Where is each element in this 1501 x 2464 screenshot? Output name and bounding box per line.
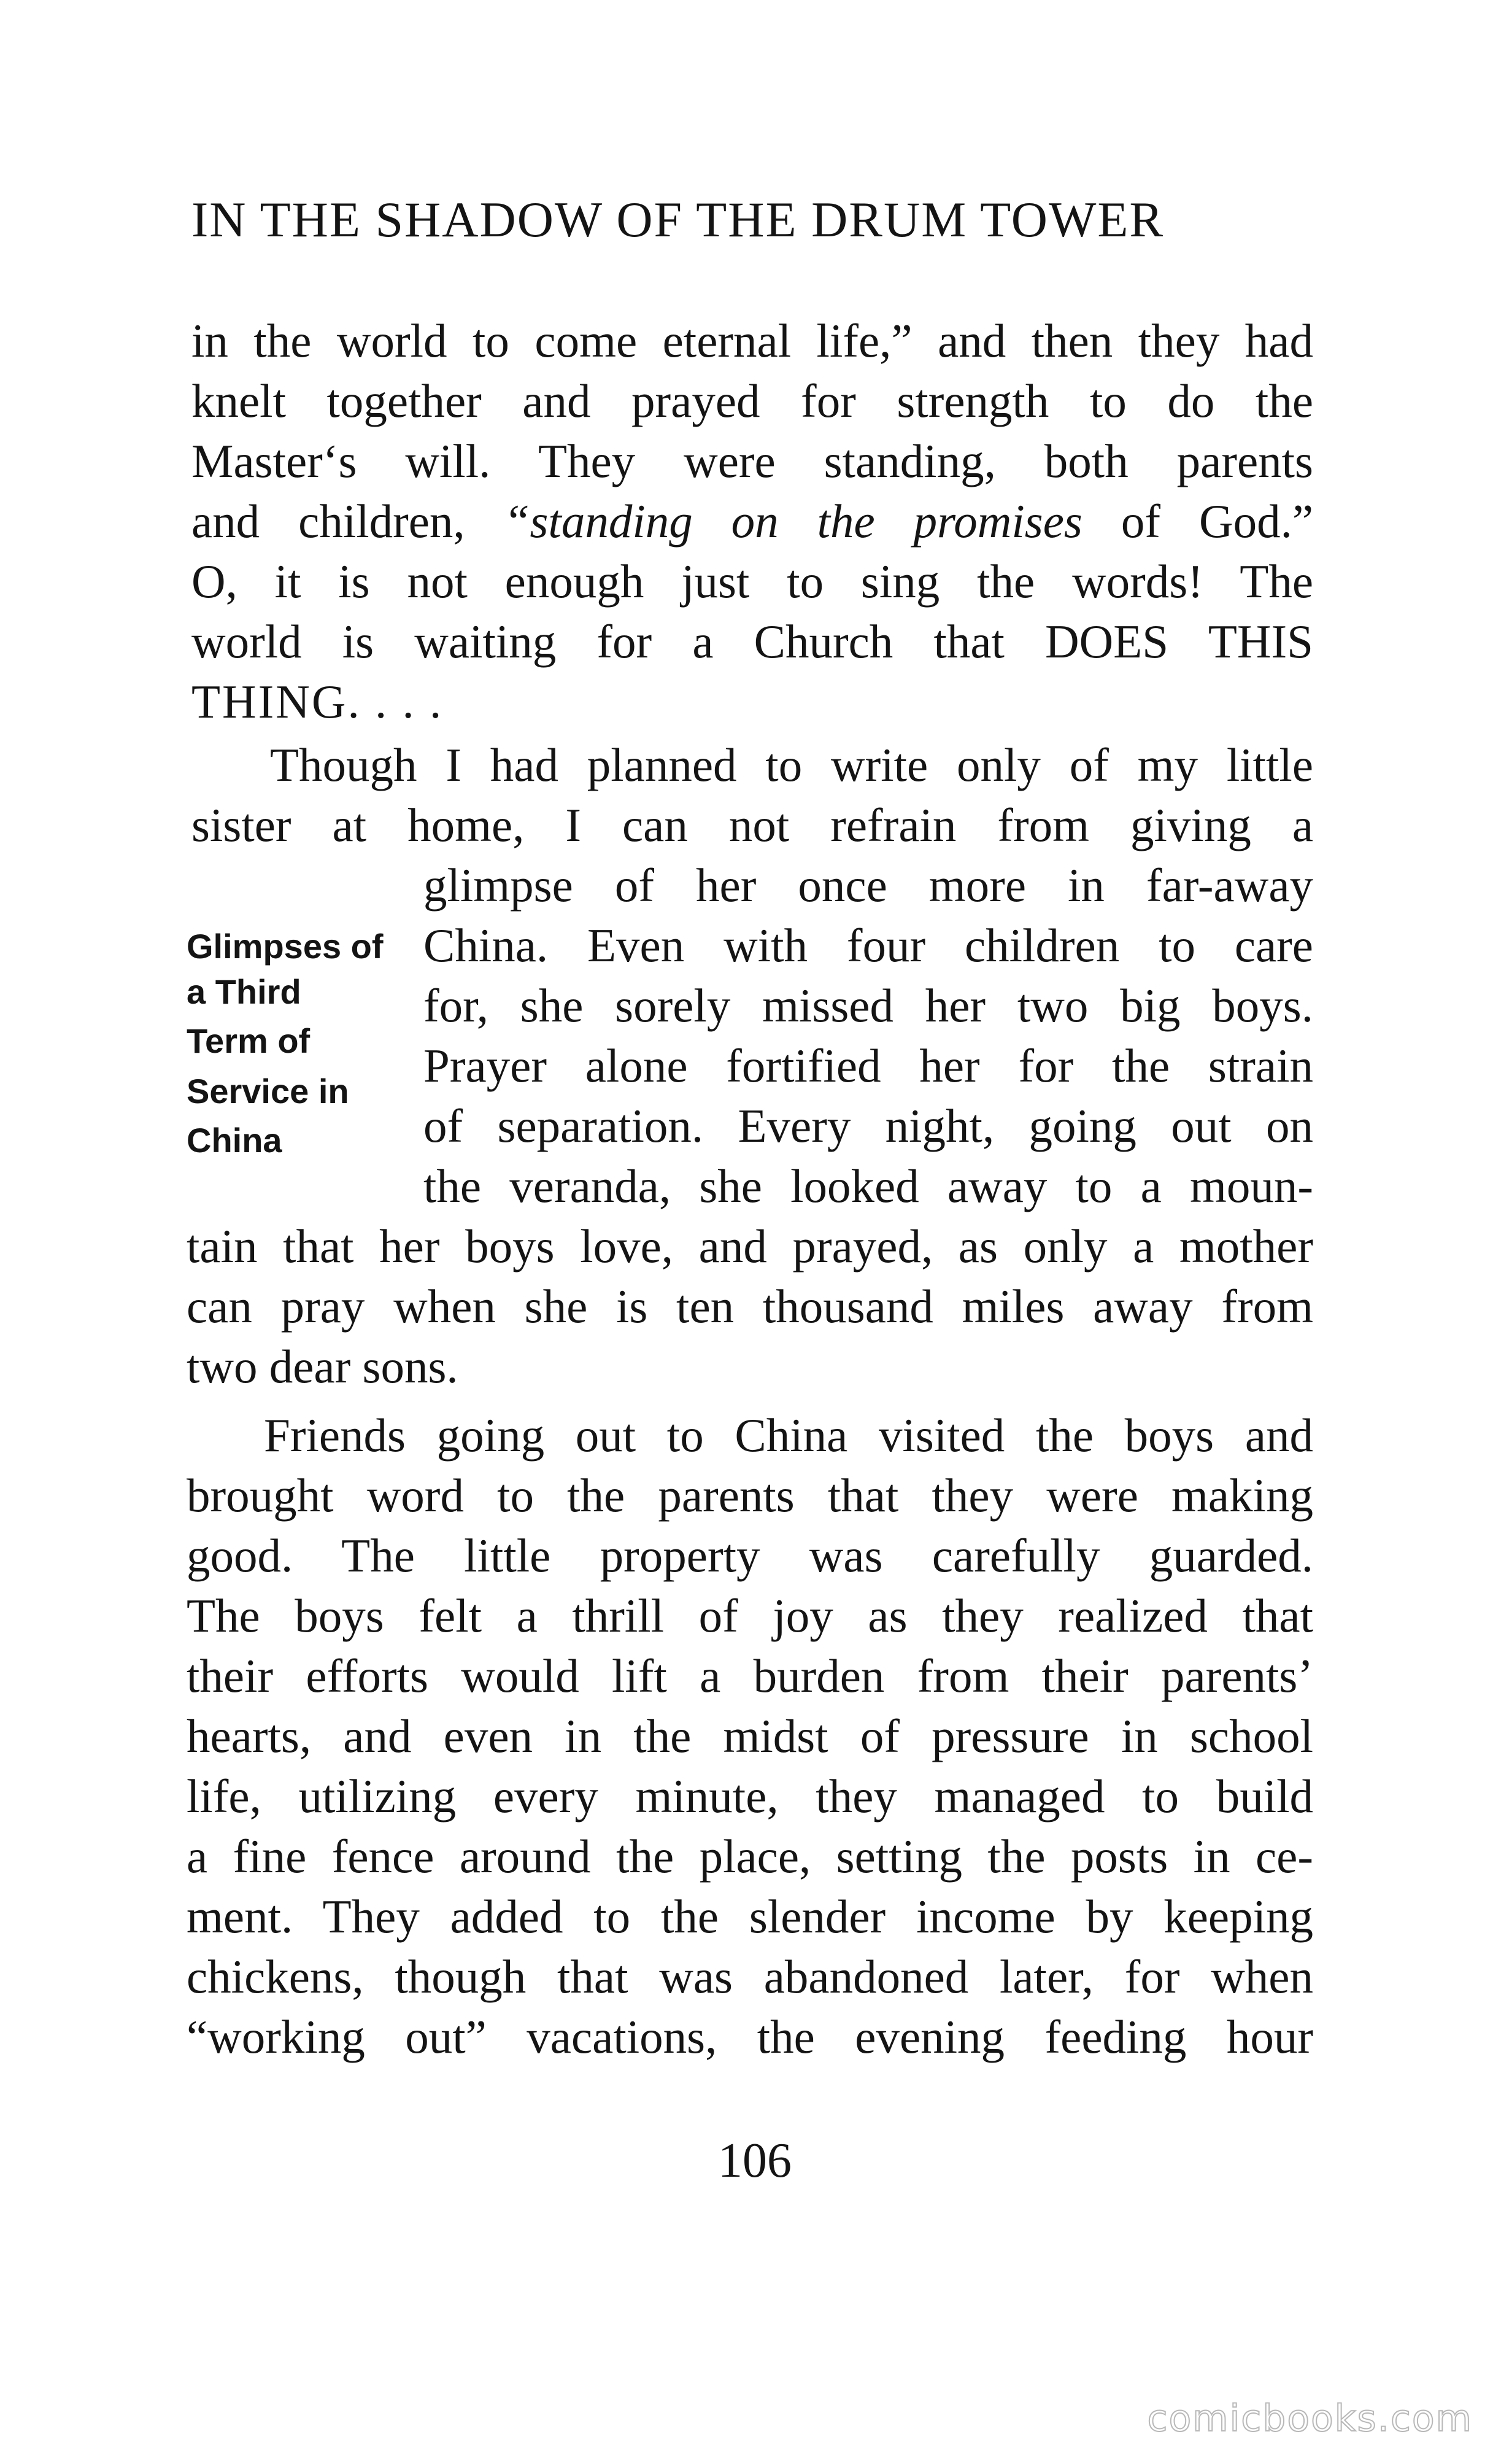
text-line: sister at home, I can not refrain from giving a	[191, 799, 1313, 851]
margin-note-line: Service in	[187, 1072, 349, 1110]
text-line: can pray when she is ten thousand miles away from	[187, 1280, 1313, 1333]
margin-note-line: a Third	[187, 972, 301, 1011]
running-header: IN THE SHADOW OF THE DRUM TOWER	[191, 192, 1165, 247]
text-line: two dear sons.	[187, 1340, 458, 1393]
watermark: comicbooks.com	[1147, 2397, 1473, 2440]
text-line: of separation. Every night, going out on	[423, 1099, 1313, 1152]
text-line: O, it is not enough just to sing the words! The	[191, 555, 1313, 608]
text-line: glimpse of her once more in far-away	[423, 859, 1313, 912]
margin-note-line: Glimpses of	[187, 927, 384, 966]
margin-note-line: Term of	[187, 1021, 311, 1060]
margin-note-line: China	[187, 1121, 282, 1160]
text-line: world is waiting for a Church that DOES THIS	[191, 615, 1313, 668]
text-line: hearts, and even in the midst of pressure in school	[187, 1710, 1313, 1762]
text-line: their efforts would lift a burden from their parents’	[187, 1649, 1313, 1702]
text-line: ment. They added to the slender income by keeping	[187, 1890, 1313, 1943]
text-line: “working out” vacations, the evening feeding hour	[187, 2010, 1313, 2063]
text-line: a fine fence around the place, setting the posts in ce-	[187, 1830, 1313, 1883]
text-line: life, utilizing every minute, they managed to build	[187, 1770, 1313, 1823]
text-line: Master‘s will. They were standing, both parents	[191, 435, 1313, 487]
italic-phrase: “standing on the promises	[503, 495, 1082, 548]
text-span: and children,	[191, 495, 504, 548]
text-line-with-italic	[191, 490, 1313, 552]
page-number: 106	[718, 2134, 792, 2188]
text-line: China. Even with four children to care	[423, 919, 1313, 972]
text-line: THING. . . .	[191, 675, 444, 728]
text-line: Prayer alone fortified her for the strain	[423, 1039, 1313, 1092]
text-line: Friends going out to China visited the boys and	[264, 1409, 1313, 1462]
text-line: brought word to the parents that they were making	[187, 1469, 1313, 1522]
text-line: knelt together and prayed for strength to do the	[191, 374, 1313, 427]
text-line: Though I had planned to write only of my little	[270, 738, 1313, 791]
text-line: in the world to come eternal life,” and then they had	[191, 314, 1313, 367]
text-line: The boys felt a thrill of joy as they realized that	[187, 1589, 1313, 1642]
text-line: good. The little property was carefully guarded.	[187, 1529, 1313, 1582]
text-line: the veranda, she looked away to a moun-	[423, 1160, 1313, 1212]
text-line: chickens, though that was abandoned later, for when	[187, 1950, 1313, 2003]
text-span: of God.”	[1082, 495, 1313, 548]
text-line: for, she sorely missed her two big boys.	[423, 979, 1313, 1032]
text-line: tain that her boys love, and prayed, as only a mother	[187, 1220, 1313, 1273]
